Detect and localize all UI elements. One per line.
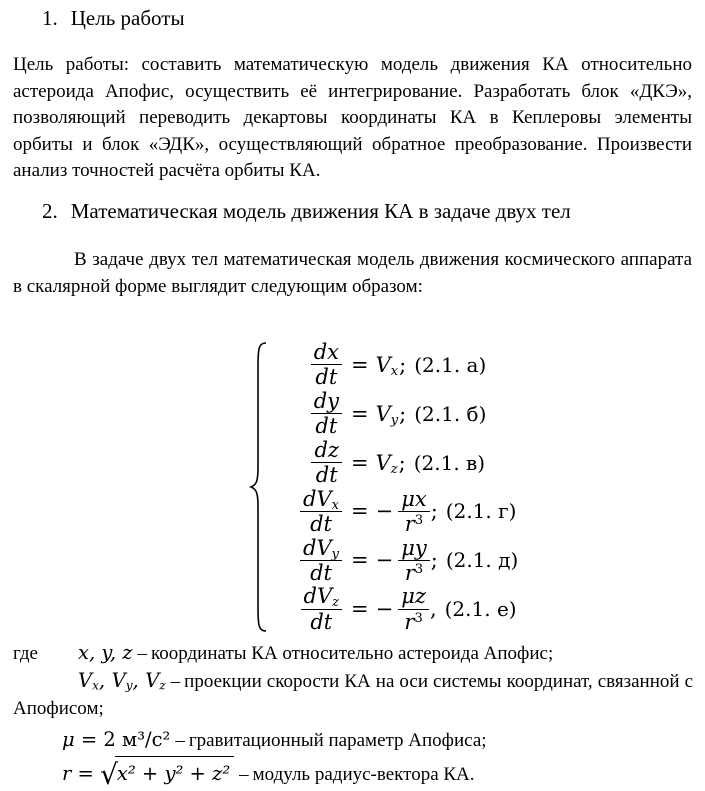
- equals-sign: =: [351, 401, 369, 426]
- fraction: $\frac{dV_y}{dt}$: [300, 537, 342, 585]
- fraction: $\frac{dx}{dt}$: [311, 341, 342, 389]
- definition-text: проекции скорости КА на оси системы координат, связанной с Апофисом;: [13, 671, 693, 719]
- equals-sign: =: [351, 450, 369, 475]
- dash: –: [170, 671, 181, 692]
- fraction: $\frac{dV_z}{dt}$: [301, 585, 342, 633]
- dash: –: [239, 764, 249, 785]
- rhs: $V_y$;: [375, 401, 407, 428]
- fraction: $\frac{\mu x}{r^3}$: [398, 488, 430, 536]
- equation-rows: [272, 341, 518, 633]
- symbol-velocity: $V_x$, $V_y$, $V_z$: [78, 669, 166, 693]
- mu-value: = 2 м³/с²: [80, 728, 171, 751]
- equation-row-v: [272, 439, 518, 487]
- equation-label: (2.1. б): [414, 401, 487, 426]
- equation-row-a: [272, 341, 518, 389]
- dash: –: [175, 730, 185, 751]
- symbol-r: r: [62, 762, 72, 785]
- rhs: $V_x$;: [375, 352, 407, 379]
- minus-sign: −: [375, 499, 394, 524]
- equals-sign: =: [351, 352, 369, 377]
- section-1-number: 1.: [42, 6, 58, 30]
- where-label: где: [13, 643, 38, 664]
- intro-paragraph: В задаче двух тел математическая модель движения космического аппарата в скалярной форме выглядит следующим образом:: [13, 249, 692, 297]
- fraction: $\frac{\mu z}{r^3}$: [398, 585, 429, 633]
- equation-label: (2.1. е): [444, 597, 517, 622]
- equation-system: [249, 341, 518, 633]
- equation-row-d: $\frac{dV_y}{dt}$ = − $\frac{\mu y}{r^3}$ ; (2.1. д): [272, 537, 518, 585]
- equation-row-e: $\frac{dV_z}{dt}$ = − $\frac{\mu z}{r^3}$ , (2.1. е): [272, 585, 518, 633]
- goal-paragraph: Цель работы: составить математическую модель движения КА относительно астероида Апофис, осуществить её интегрирование. Разработать блок «ДКЭ», позволяющий переводить декартовы координаты КА в Кеплеровы элементы орбиты и блок «ЭДК», осуществляющий обратное преобразование. Произвести анализ точностей расчёта орбиты КА.: [13, 54, 692, 181]
- equals-sign: =: [351, 597, 369, 622]
- definition-text: координаты КА относительно астероида Апофис;: [151, 643, 554, 664]
- section-2-title: Математическая модель движения КА в задаче двух тел: [70, 199, 571, 223]
- section-1-title: Цель работы: [70, 6, 185, 30]
- equation-row-g: $\frac{dV_x}{dt}$ = − $\frac{\mu x}{r^3}$ ; (2.1. г): [272, 488, 518, 536]
- definition-radius: [62, 756, 693, 791]
- equation-row-b: [272, 390, 518, 438]
- minus-sign: −: [375, 597, 394, 622]
- rhs: $V_z$;: [375, 450, 406, 477]
- definition-text: гравитационный параметр Апофиса;: [188, 730, 487, 751]
- minus-sign: −: [375, 548, 394, 573]
- section-2-number: 2.: [42, 199, 58, 223]
- fraction: $\frac{dz}{dt}$: [311, 439, 342, 487]
- equation-label: (2.1. д): [445, 548, 519, 573]
- definition-text: модуль радиус-вектора КА.: [252, 764, 475, 785]
- equation-label: (2.1. а): [414, 352, 487, 377]
- definition-mu: [62, 725, 693, 756]
- equation-label: (2.1. г): [445, 499, 517, 524]
- section-2-heading: [42, 199, 571, 224]
- definition-velocity: [13, 667, 693, 722]
- equation-label: (2.1. в): [413, 450, 486, 475]
- symbol-xyz: x, y, z: [78, 641, 133, 664]
- symbol-mu: μ: [62, 728, 75, 751]
- equals-sign: =: [351, 548, 369, 573]
- fraction: $\frac{dy}{dt}$: [311, 390, 342, 438]
- square-root: [100, 758, 234, 791]
- section-1-heading: [42, 6, 185, 31]
- radical-icon: √: [100, 758, 118, 791]
- curly-brace-icon: [249, 341, 268, 633]
- radicand: x² + y² + z²: [115, 756, 234, 790]
- dash: –: [137, 643, 147, 664]
- definition-xyz: [13, 639, 693, 667]
- equals-sign: =: [351, 499, 369, 524]
- fraction: $\frac{\mu y}{r^3}$: [398, 537, 430, 585]
- definitions-block: [13, 639, 693, 791]
- fraction: $\frac{dV_x}{dt}$: [300, 488, 342, 536]
- equals-sign: =: [77, 762, 94, 785]
